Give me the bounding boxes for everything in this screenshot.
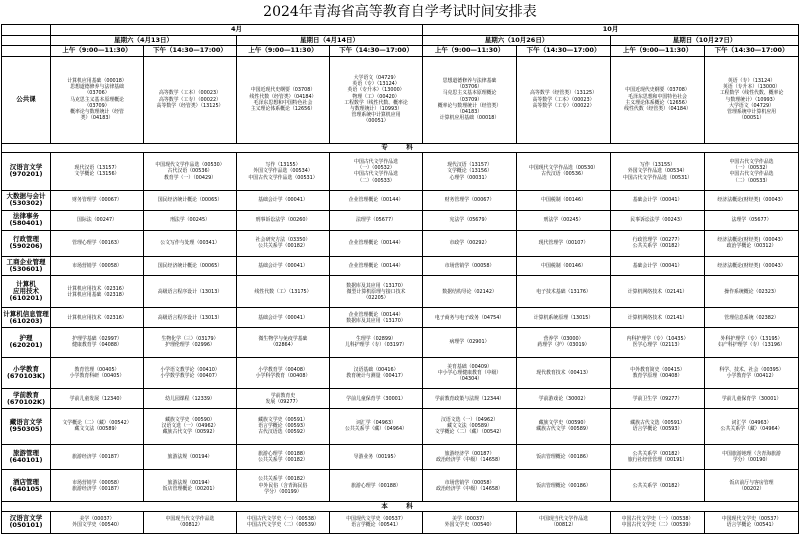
major-label bbox=[2, 153, 51, 191]
schedule-cell: 汉语文选（一）（04962） 藏文文法（00589） 文学概论（二）（藏）（00542） bbox=[423, 409, 517, 444]
schedule-cell: 饭店管理概论（00186） bbox=[517, 444, 611, 470]
schedule-cell: 财务管理学（00067） bbox=[51, 190, 144, 210]
schedule-cell: 中国现当代文学作品选 （00812） bbox=[517, 511, 611, 534]
schedule-cell: 中外教育简史（00415） 教育学原理（00408） bbox=[611, 357, 705, 389]
schedule-cell: 生理学（02899） 儿科护理学（专）（03197） bbox=[330, 328, 423, 357]
schedule-cell: 国民经济统计概论（00065） bbox=[144, 190, 237, 210]
schedule-cell: 藏族文学史（00590） 藏族古代文学（00589） bbox=[517, 409, 611, 444]
schedule-cell: 经济法概论(财经类)（00043） bbox=[705, 256, 799, 276]
month-header-row bbox=[2, 25, 799, 36]
major-label bbox=[2, 409, 51, 444]
major-row bbox=[2, 308, 799, 328]
schedule-cell: 学前教育政策与法规（12344） bbox=[423, 389, 517, 409]
day-header: 星期六（10月26日） bbox=[423, 35, 611, 46]
common-courses-label: 公共课 bbox=[2, 56, 51, 143]
schedule-cell: 企业管理概论（00144） bbox=[330, 256, 423, 276]
major-code: (670103K) bbox=[6, 371, 46, 380]
schedule-cell: 生物化学（三）（03179） 护理伦理学（02996） bbox=[144, 328, 237, 357]
major-label bbox=[2, 308, 51, 328]
schedule-cell: 公共关系学（00182） bbox=[611, 470, 705, 502]
major-row bbox=[2, 357, 799, 389]
schedule-cell: 刑法学（00245） bbox=[517, 210, 611, 230]
schedule-cell: 行政管理学（00277） 公共关系学（00182） bbox=[611, 230, 705, 256]
major-label bbox=[2, 444, 51, 470]
major-name: 行政管理 bbox=[13, 235, 39, 244]
schedule-cell: 管理心理学（00163） bbox=[51, 230, 144, 256]
major-row bbox=[2, 511, 799, 534]
schedule-cell: 旅游心理学（00188） 公共关系学（00182） bbox=[237, 444, 330, 470]
session-header: 上午（9:00—11:30） bbox=[51, 46, 144, 57]
major-name: 酒店管理 bbox=[13, 477, 39, 486]
schedule-cell: 教育管理（00405） 小学教育科研（00405） bbox=[51, 357, 144, 389]
corner-cell bbox=[2, 35, 51, 46]
schedule-cell: 中国现代文学作品选（00530） 古代汉语（00536） bbox=[517, 153, 611, 191]
schedule-cell: 经济法概论(财经类)（00043） bbox=[705, 190, 799, 210]
major-name: 大数据与会计 bbox=[6, 192, 46, 201]
major-name: 小学教育 bbox=[13, 364, 39, 373]
schedule-cell: 内科护理学（专）（10435） 医学心理学（02113） bbox=[611, 328, 705, 357]
schedule-cell: 学前游戏论（30002） bbox=[517, 389, 611, 409]
schedule-cell: 藏族文学史（00590） 汉语文选（一）（04962） 藏族古代文学（00592） bbox=[144, 409, 237, 444]
schedule-cell: 公文写作与处理（00341） bbox=[144, 230, 237, 256]
session-header: 上午（9:00—11:30） bbox=[611, 46, 705, 57]
schedule-cell: 市场营销学（00058） bbox=[51, 256, 144, 276]
major-label bbox=[2, 389, 51, 409]
schedule-cell: 饭店前厅与客房管理 （00202） bbox=[705, 470, 799, 502]
schedule-cell: 学前儿童发展（12340） bbox=[51, 389, 144, 409]
schedule-cell: 思想道德修养与法律基础 （03706） 马克思主义基本原理概论 （03709） 概率论与数理统计（经管类） （04183） 计算机应用基础（00018） bbox=[423, 56, 517, 143]
schedule-cell: 基础会计学（00041） bbox=[237, 256, 330, 276]
schedule-cell: 大学语文（04729） 英语（专）（13124） 英语（专升本）（13000） 物理（工）（00420） 工程数学（线性代数、概率论 与数理统计）（10993） 管理系统中计算机应用 （00051） bbox=[330, 56, 423, 143]
section-undergrad-label: 本 科 bbox=[2, 502, 799, 511]
schedule-cell: 现代管理学（00107） bbox=[517, 230, 611, 256]
schedule-cell: 藏族文学史（00591） 语言学概论（00593） 古代汉语选（00592） bbox=[237, 409, 330, 444]
schedule-cell: 计算机应用技术（02316） bbox=[51, 308, 144, 328]
major-name: 法律事务 bbox=[13, 212, 39, 221]
schedule-cell: 词汇学（04963） 公共关系学（藏）（04964） bbox=[330, 409, 423, 444]
schedule-cell: 现代教育技术（00413） bbox=[517, 357, 611, 389]
major-code: (610201) bbox=[9, 294, 43, 303]
major-name: 护理 bbox=[19, 334, 33, 343]
major-code: (610203) bbox=[9, 316, 43, 325]
schedule-cell: 汉语基础（00416） 教育统计与测量（00417） bbox=[330, 357, 423, 389]
schedule-cell: 英语（专）（13124） 英语（专升本）（13000） 工程数学（线性代数、概率论 与数理统计）（10993） 大学语文（04729） 管理系统中计算机应用 （00051） bbox=[705, 56, 799, 143]
session-header-row bbox=[2, 46, 799, 57]
corner-cell bbox=[2, 46, 51, 57]
schedule-cell: 学前教育史 发展（09277） bbox=[237, 389, 330, 409]
schedule-cell: 财务管理学（00067） bbox=[423, 190, 517, 210]
day-header: 星期日（10月27日） bbox=[611, 35, 799, 46]
schedule-cell: 法理学（05677） bbox=[705, 210, 799, 230]
session-header: 下午（14:30—17:00） bbox=[330, 46, 423, 57]
schedule-cell: 中国税制（00146） bbox=[517, 256, 611, 276]
major-label bbox=[2, 511, 51, 534]
section-row-specialist bbox=[2, 143, 799, 152]
schedule-cell: 美育基础（00409） 中小学心理健康教育（中级） （04304） bbox=[423, 357, 517, 389]
schedule-cell: 经济法概论(财经类)（00043） 政治学概论（00312） bbox=[705, 230, 799, 256]
major-label bbox=[2, 256, 51, 276]
schedule-cell: 高等数学（工本）（00023） 高等数学（工专）（00022） 高等数学（经管类）（13125） bbox=[144, 56, 237, 143]
major-row bbox=[2, 190, 799, 210]
day-header: 星期日（4月14日） bbox=[237, 35, 423, 46]
major-row bbox=[2, 470, 799, 502]
common-courses-row bbox=[2, 56, 799, 143]
major-row bbox=[2, 153, 799, 191]
schedule-cell: 高级语言程序设计（13013） bbox=[144, 308, 237, 328]
schedule-cell: 旅游法规（00194） 饭店管理概论（00201） bbox=[144, 470, 237, 502]
schedule-cell: 法理学（05677） bbox=[330, 210, 423, 230]
schedule-cell: 电子商务与电子政务（04754） bbox=[423, 308, 517, 328]
schedule-cell: 中国古代文学作品选 （一）（00532） 中国古代文学作品选 （二）（00533） bbox=[705, 153, 799, 191]
major-label bbox=[2, 357, 51, 389]
major-code: (580401) bbox=[9, 219, 43, 228]
schedule-cell: 幼儿园课程（12339） bbox=[144, 389, 237, 409]
schedule-cell: 旅游心理学（00188） bbox=[330, 470, 423, 502]
schedule-cell: 写作（13155） 外国文学作品选（00534） 中国古代文学作品选（00531） bbox=[237, 153, 330, 191]
major-row bbox=[2, 409, 799, 444]
major-code: (620201) bbox=[9, 341, 43, 350]
schedule-cell: 美学（00037） 外国文学史（00540） bbox=[423, 511, 517, 534]
schedule-cell: 市场营销学（00058） bbox=[423, 256, 517, 276]
major-code: (670102K) bbox=[6, 397, 46, 406]
major-label bbox=[2, 210, 51, 230]
major-row bbox=[2, 210, 799, 230]
major-label bbox=[2, 190, 51, 210]
schedule-cell: 计算机应用基础（00018） 思想道德修养与法律基础 （03706） 马克思主义基本原理概论 （03709） 概率论与数理统计（经管 类）（04183） bbox=[51, 56, 144, 143]
major-name: 汉语言文学 bbox=[9, 163, 43, 172]
schedule-cell: 国际法（00247） bbox=[51, 210, 144, 230]
schedule-cell: 旅游经济学（00187） bbox=[51, 444, 144, 470]
schedule-cell: 外科护理学（专）（13195） 妇产科护理学（专）（13196） bbox=[705, 328, 799, 357]
month-april: 4月 bbox=[51, 25, 423, 36]
schedule-cell: 基础会计学（00041） bbox=[237, 308, 330, 328]
session-header: 下午（14:30—17:00） bbox=[144, 46, 237, 57]
major-name: 学前教育 bbox=[13, 390, 39, 399]
major-name: 汉语言文学 bbox=[9, 514, 43, 523]
session-header: 上午（9:00—11:30） bbox=[423, 46, 517, 57]
schedule-cell: 管理信息系统（02382） bbox=[705, 308, 799, 328]
schedule-cell: 饭店管理概论（00186） bbox=[517, 470, 611, 502]
major-label bbox=[2, 230, 51, 256]
major-code: (530601) bbox=[9, 265, 43, 273]
schedule-cell: 计算机网络技术（02141） bbox=[611, 308, 705, 328]
major-row bbox=[2, 328, 799, 357]
schedule-cell: 中国古代文学史（一）（00538） 中国古代文学史（二）（00539） bbox=[237, 511, 330, 534]
major-name: 藏语言文学 bbox=[9, 418, 43, 427]
major-label bbox=[2, 470, 51, 502]
schedule-cell: 美学（00037） 外国文学史（00540） bbox=[51, 511, 144, 534]
schedule-cell: 中国现代文学史（00537） 语言学概论（00541） bbox=[330, 511, 423, 534]
schedule-cell: 微生物学与免疫学基础 （02864） bbox=[237, 328, 330, 357]
schedule-cell: 数据库及其应用（13170） 微型计算机原理与接口技术 （02205） bbox=[330, 276, 423, 308]
exam-schedule-table bbox=[1, 24, 799, 534]
schedule-cell: 中国现当代文学作品选 （00812） bbox=[144, 511, 237, 534]
schedule-cell: 病理学（02901） bbox=[423, 328, 517, 357]
schedule-cell: 高级语言程序设计（13013） bbox=[144, 276, 237, 308]
day-header: 星期六（4月13日） bbox=[51, 35, 237, 46]
schedule-cell: 词汇学（04963） 公共关系学（藏）（04964） bbox=[705, 409, 799, 444]
schedule-cell: 公共关系学（00182） 中外民俗（含青海民俗 学分）（00199） bbox=[237, 470, 330, 502]
schedule-cell: 基础会计学（00041） bbox=[611, 256, 705, 276]
major-row bbox=[2, 444, 799, 470]
schedule-cell: 宪法学（05679） bbox=[423, 210, 517, 230]
major-name: 工商企业管理 bbox=[6, 258, 46, 266]
section-row-undergrad bbox=[2, 502, 799, 511]
schedule-cell: 旅游法规（00194） bbox=[144, 444, 237, 470]
schedule-cell: 市场营销学（00058） 旅游经济学（00187） bbox=[51, 470, 144, 502]
section-specialist-label: 专 科 bbox=[2, 143, 799, 152]
schedule-cell: 线性代数（工）（13175） bbox=[237, 276, 330, 308]
schedule-cell: 计算机应用技术（02316） 计算机应用基础（02318） bbox=[51, 276, 144, 308]
schedule-cell: 旅游经济学（00187） 政治经济学（中级）（14658） bbox=[423, 444, 517, 470]
schedule-cell: 刑法学（00245） bbox=[144, 210, 237, 230]
session-header: 上午（9:00—11:30） bbox=[237, 46, 330, 57]
major-row bbox=[2, 276, 799, 308]
major-code: (640101) bbox=[9, 455, 43, 464]
schedule-cell: 学前卫生学（09277） bbox=[611, 389, 705, 409]
major-code: (950305) bbox=[9, 425, 43, 434]
major-name: 计算机信息管理 bbox=[3, 309, 49, 318]
major-label bbox=[2, 328, 51, 357]
major-row bbox=[2, 389, 799, 409]
schedule-cell: 学前儿童保育学（30001） bbox=[705, 389, 799, 409]
schedule-cell: 计算机网络技术（02141） bbox=[611, 276, 705, 308]
schedule-cell: 操作系统概论（02323） bbox=[705, 276, 799, 308]
schedule-cell: 科学、技术、社会（00395） 小学教育学（00412） bbox=[705, 357, 799, 389]
schedule-cell: 中国现代文学作品选（00530） 古代汉语（00536） 教育学（一）（00429） bbox=[144, 153, 237, 191]
session-header: 下午（14:30—17:00） bbox=[517, 46, 611, 57]
schedule-cell: 民事诉讼法学（00243） bbox=[611, 210, 705, 230]
schedule-cell: 中国古代文学史（一）（00538） 中国古代文学史（二）（00539） bbox=[611, 511, 705, 534]
schedule-cell: 基础会计学（00041） bbox=[611, 190, 705, 210]
day-header-row bbox=[2, 35, 799, 46]
schedule-cell: 电子技术基础（13176） bbox=[517, 276, 611, 308]
schedule-cell: 文学概论（二）（藏）（00542） 藏文文法（00589） bbox=[51, 409, 144, 444]
schedule-cell: 营养学（03000） 药理学（护）（03019） bbox=[517, 328, 611, 357]
month-october: 10月 bbox=[423, 25, 799, 36]
schedule-cell: 藏族古代文选（00591） 语言学概论（00593） bbox=[611, 409, 705, 444]
major-row bbox=[2, 230, 799, 256]
schedule-cell: 企业管理概论（00144） 数据库及其应用（13170） bbox=[330, 308, 423, 328]
schedule-cell: 中国古代文学作品选 （一）（00532） 中国古代文学作品选 （二）（00533） bbox=[330, 153, 423, 191]
schedule-cell: 市场营销学（00058） 政治经济学（中级）（14658） bbox=[423, 470, 517, 502]
schedule-cell: 公共关系学（00182） 旅行社经营管理（00191） bbox=[611, 444, 705, 470]
schedule-cell: 中国税制（00146） bbox=[517, 190, 611, 210]
schedule-cell: 企业管理概论（00144） bbox=[330, 230, 423, 256]
session-header: 下午（14:30—17:00） bbox=[705, 46, 799, 57]
schedule-cell: 刑事诉讼法学（00260） bbox=[237, 210, 330, 230]
schedule-cell: 写作（13155） 外国文学作品选（00534） 中国古代文学作品选（00531） bbox=[611, 153, 705, 191]
schedule-cell: 中国近现代史纲要（03708） 毛泽东思想和中国特色社会 主义理论体系概论（12656） 线性代数（经管类）（04184） bbox=[611, 56, 705, 143]
schedule-cell: 小学教育学（00408） 小学科学教育（00408） bbox=[237, 357, 330, 389]
schedule-cell: 小学语文教学论（00410） 小学数学教学论（00407） bbox=[144, 357, 237, 389]
schedule-cell: 企业管理概论（00144） bbox=[330, 190, 423, 210]
schedule-cell: 护理学基础（02997） 健康教育学（04088） bbox=[51, 328, 144, 357]
schedule-cell: 中国现代文学史（00537） 语言学概论（00541） bbox=[705, 511, 799, 534]
page-title: 2024年青海省高等教育自学考试时间安排表 bbox=[263, 4, 537, 20]
major-code: (970201) bbox=[9, 170, 43, 179]
major-code: (530302) bbox=[9, 199, 43, 208]
major-code: (590206) bbox=[9, 242, 43, 251]
major-row bbox=[2, 256, 799, 276]
schedule-cell: 基础会计学（00041） bbox=[237, 190, 330, 210]
major-code: (640105) bbox=[9, 484, 43, 493]
schedule-cell: 数据结构导论（02142） bbox=[423, 276, 517, 308]
schedule-cell: 现代汉语（13157） 文学概论（13156） 心理学（00031） bbox=[423, 153, 517, 191]
major-name: 旅游管理 bbox=[13, 448, 39, 457]
schedule-cell: 导游业务（00195） bbox=[330, 444, 423, 470]
corner-cell bbox=[2, 25, 51, 36]
schedule-cell: 现代汉语（13157） 文学概论（13156） bbox=[51, 153, 144, 191]
schedule-cell: 学前儿童保育学（30001） bbox=[330, 389, 423, 409]
schedule-cell: 社会研究方法（03350） 公共关系学（00182） bbox=[237, 230, 330, 256]
schedule-cell: 中国旅游地理（含青海旅游 学分）（00190） bbox=[705, 444, 799, 470]
major-label bbox=[2, 276, 51, 308]
major-name: 计算机 应用技术 bbox=[13, 280, 39, 296]
schedule-cell: 市政学（00292） bbox=[423, 230, 517, 256]
schedule-cell: 中国近现代史纲要（03708） 线性代数（经管类）（04184） 毛泽东思想和中国特色社会 主义理论体系概论（12656） bbox=[237, 56, 330, 143]
schedule-cell: 计算机系统原理（13015） bbox=[517, 308, 611, 328]
major-code: (050101) bbox=[9, 521, 43, 530]
schedule-cell: 高等数学（经管类）（13125） 高等数学（工本）（00023） 高等数学（工专）（00022） bbox=[517, 56, 611, 143]
schedule-cell: 国民经济统计概论（00065） bbox=[144, 256, 237, 276]
